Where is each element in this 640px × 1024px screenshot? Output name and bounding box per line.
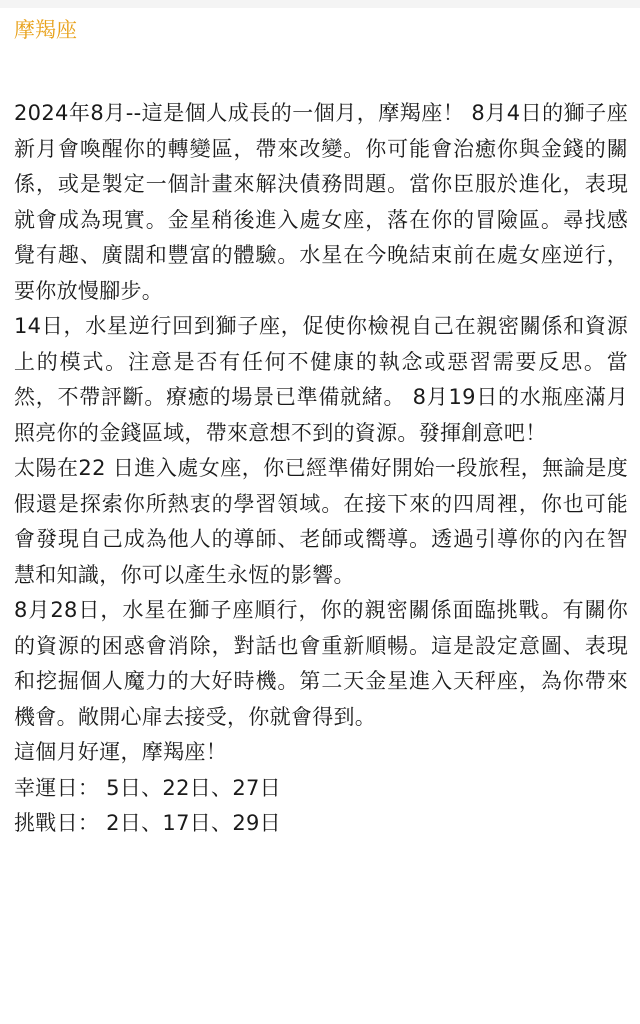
paragraph-sun-virgo: 太陽在22 日進入處女座，你已經準備好開始一段旅程，無論是度假還是探索你所熱衷的學習領域。在接下來的四周裡，你也可能會發現自己成為他人的導師、老師或嚮導。透過引導你的內在智慧和知識，你可以產生永恆的影響。 [14,456,628,587]
closing-line: 這個月好運，摩羯座！ [14,740,227,764]
paragraph-mercury-direct: 8月28日，水星在獅子座順行，你的親密關係面臨挑戰。有關你的資源的困惑會消除，對話也會重新順暢。這是設定意圖、表現和挖掘個人魔力的大好時機。第二天金星進入天秤座，為你帶來機會。敞開心扉去接受，你就會得到。 [14,598,628,729]
paragraph-intro: 2024年8月--這是個人成長的一個月，摩羯座！ 8月4日的獅子座新月會喚醒你的轉變區，帶來改變。你可能會治癒你與金錢的關係，或是製定一個計畫來解決債務問題。當你臣服於進化，表現就會成為現實。金星稍後進入處女座，落在你的冒險區。尋找感覺有趣、廣闊和豐富的體驗。水星在今晚結束前在處女座逆行，要你放慢腳步。 [14,101,628,303]
paragraph-mercury-retrograde: 14日，水星逆行回到獅子座，促使你檢視自己在親密關係和資源上的模式。注意是否有任何不健康的執念或惡習需要反思。當然，不帶評斷。療癒的場景已準備就緒。 8月19日的水瓶座滿月照亮你的金錢區域，帶來意想不到的資源。發揮創意吧！ [14,314,628,445]
lucky-days: 幸運日： 5日、22日、27日 [14,775,281,800]
page-title: 摩羯座 [14,18,77,42]
challenge-days: 挑戰日： 2日、17日、29日 [14,811,281,835]
top-divider [0,0,640,8]
article-body [14,96,628,842]
